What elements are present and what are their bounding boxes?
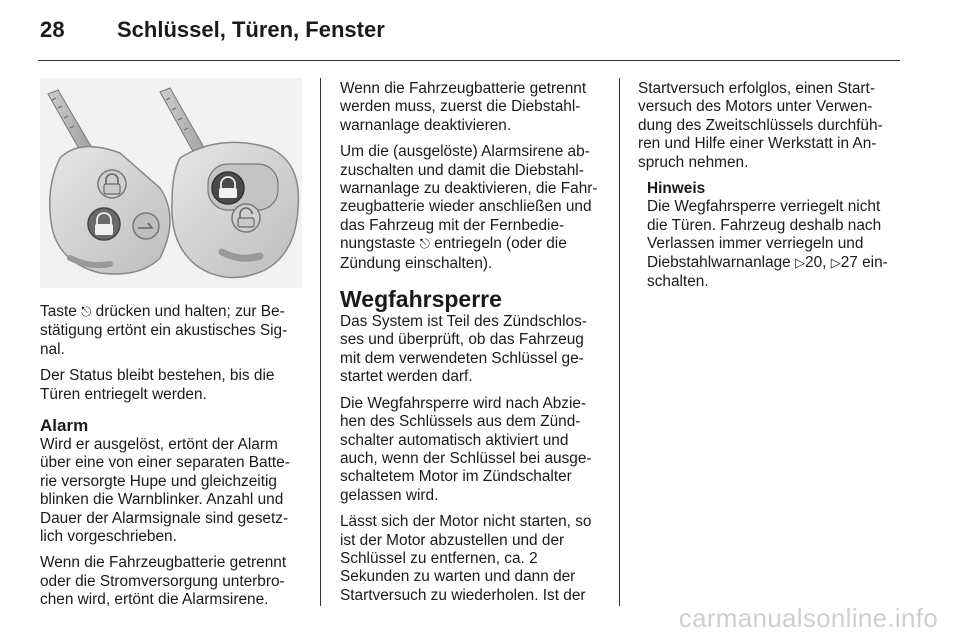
text-span: Um die (ausgelöste) Alarmsirene ab-zuschalten und damit die Diebstahl-warnanlage zu deaktivieren, die Fahr-zeugbatterie wieder anschließen und das Fahrzeug mit der Fernbedie-nungstaste xyxy=(340,143,598,253)
right-key-fob xyxy=(172,142,299,277)
alarm-battery-paragraph: Wenn die Fahrzeugbatterie getrennt oder die Stromversorgung unterbro-chen wird, ertönt die Alarmsirene. xyxy=(40,554,287,609)
immobilizer-activation-paragraph: Die Wegfahrsperre wird nach Abzie-hen des Schlüssels aus dem Zünd-schalter automatisch aktiviert und auch, wenn der Schlüssel bei ausge-schaltetem Motor im Zündschalter gelassen wird. xyxy=(340,394,592,504)
remote-keys-drawing xyxy=(40,78,302,288)
battery-disconnect-paragraph: Wenn die Fahrzeugbatterie getrennt werden muss, zuerst die Diebstahl-warnanlage deaktivieren. xyxy=(340,80,587,134)
column-right xyxy=(638,80,900,291)
left-key-fob xyxy=(50,147,170,274)
lock-instruction-paragraph xyxy=(40,303,302,359)
page-reference-arrow-icon: ▷ xyxy=(830,255,841,271)
alarm-paragraph: Wird er ausgelöst, ertönt der Alarm über eine von einer separaten Batte-rie versorgte Hupe und gleichzeitig blinken die Warnblinker. Anzahl und Dauer der Alarmsignale sind gesetz-lich vorgeschrieben. xyxy=(40,436,290,546)
alarm-heading: Alarm xyxy=(40,416,89,436)
page-reference-link[interactable]: 27 xyxy=(840,253,858,271)
remote-keys-illustration xyxy=(40,78,302,288)
column-left xyxy=(40,303,302,618)
note-text: Die Wegfahrsperre verriegelt nicht die Türen. Fahrzeug deshalb nach Verlassen immer verriegeln und Diebstahlwarnanlage xyxy=(647,198,882,271)
status-paragraph: Der Status bleibt bestehen, bis die Türen entriegelt werden. xyxy=(40,367,275,403)
lock-button-icon: ⎋ xyxy=(81,305,92,320)
note-text: , xyxy=(822,253,831,271)
engine-start-paragraph: Lässt sich der Motor nicht starten, so ist der Motor abzustellen und der Schlüssel zu entfernen, ca. 2 Sekunden zu warten und dann der Startversuch zu wiederholen. Ist der xyxy=(340,513,592,604)
page-reference-arrow-icon: ▷ xyxy=(795,255,806,271)
page-number: 28 xyxy=(40,17,65,42)
page-reference-link[interactable]: 20 xyxy=(805,253,823,271)
page-title: Schlüssel, Türen, Fenster xyxy=(117,17,385,42)
left-key-blade xyxy=(48,90,92,154)
immobilizer-system-paragraph: Das System ist Teil des Zündschlos-ses und überprüft, ob das Fahrzeug mit dem verwendeten Schlüssel ge-startet werden darf. xyxy=(340,313,587,386)
note-text: ein-schalten. xyxy=(647,253,888,291)
column-divider-2 xyxy=(619,78,620,606)
text-span: Taste xyxy=(40,303,82,320)
text-span: drücken und halten; zur Be-stätigung ertönt ein akustisches Sig-nal. xyxy=(40,303,288,358)
immobilizer-heading: Wegfahrsperre xyxy=(340,286,502,313)
text-span: entriegeln (oder die Zündung einschalten). xyxy=(340,235,567,272)
unlock-button-icon: ⎋ xyxy=(419,237,430,253)
note-box xyxy=(647,180,900,291)
watermark: carmanualsonline.info xyxy=(678,603,938,633)
column-middle xyxy=(340,80,604,613)
note-title: Hinweis xyxy=(647,180,706,198)
column-divider-1 xyxy=(320,78,321,606)
header-rule xyxy=(38,60,900,61)
alarm-off-paragraph xyxy=(340,143,604,273)
start-attempt-paragraph: Startversuch erfolglos, einen Start-versuch des Motors unter Verwen-dung des Zweitschlüssels durchfüh-ren und Hilfe einer Werkstatt in An-spruch nehmen. xyxy=(638,80,883,171)
